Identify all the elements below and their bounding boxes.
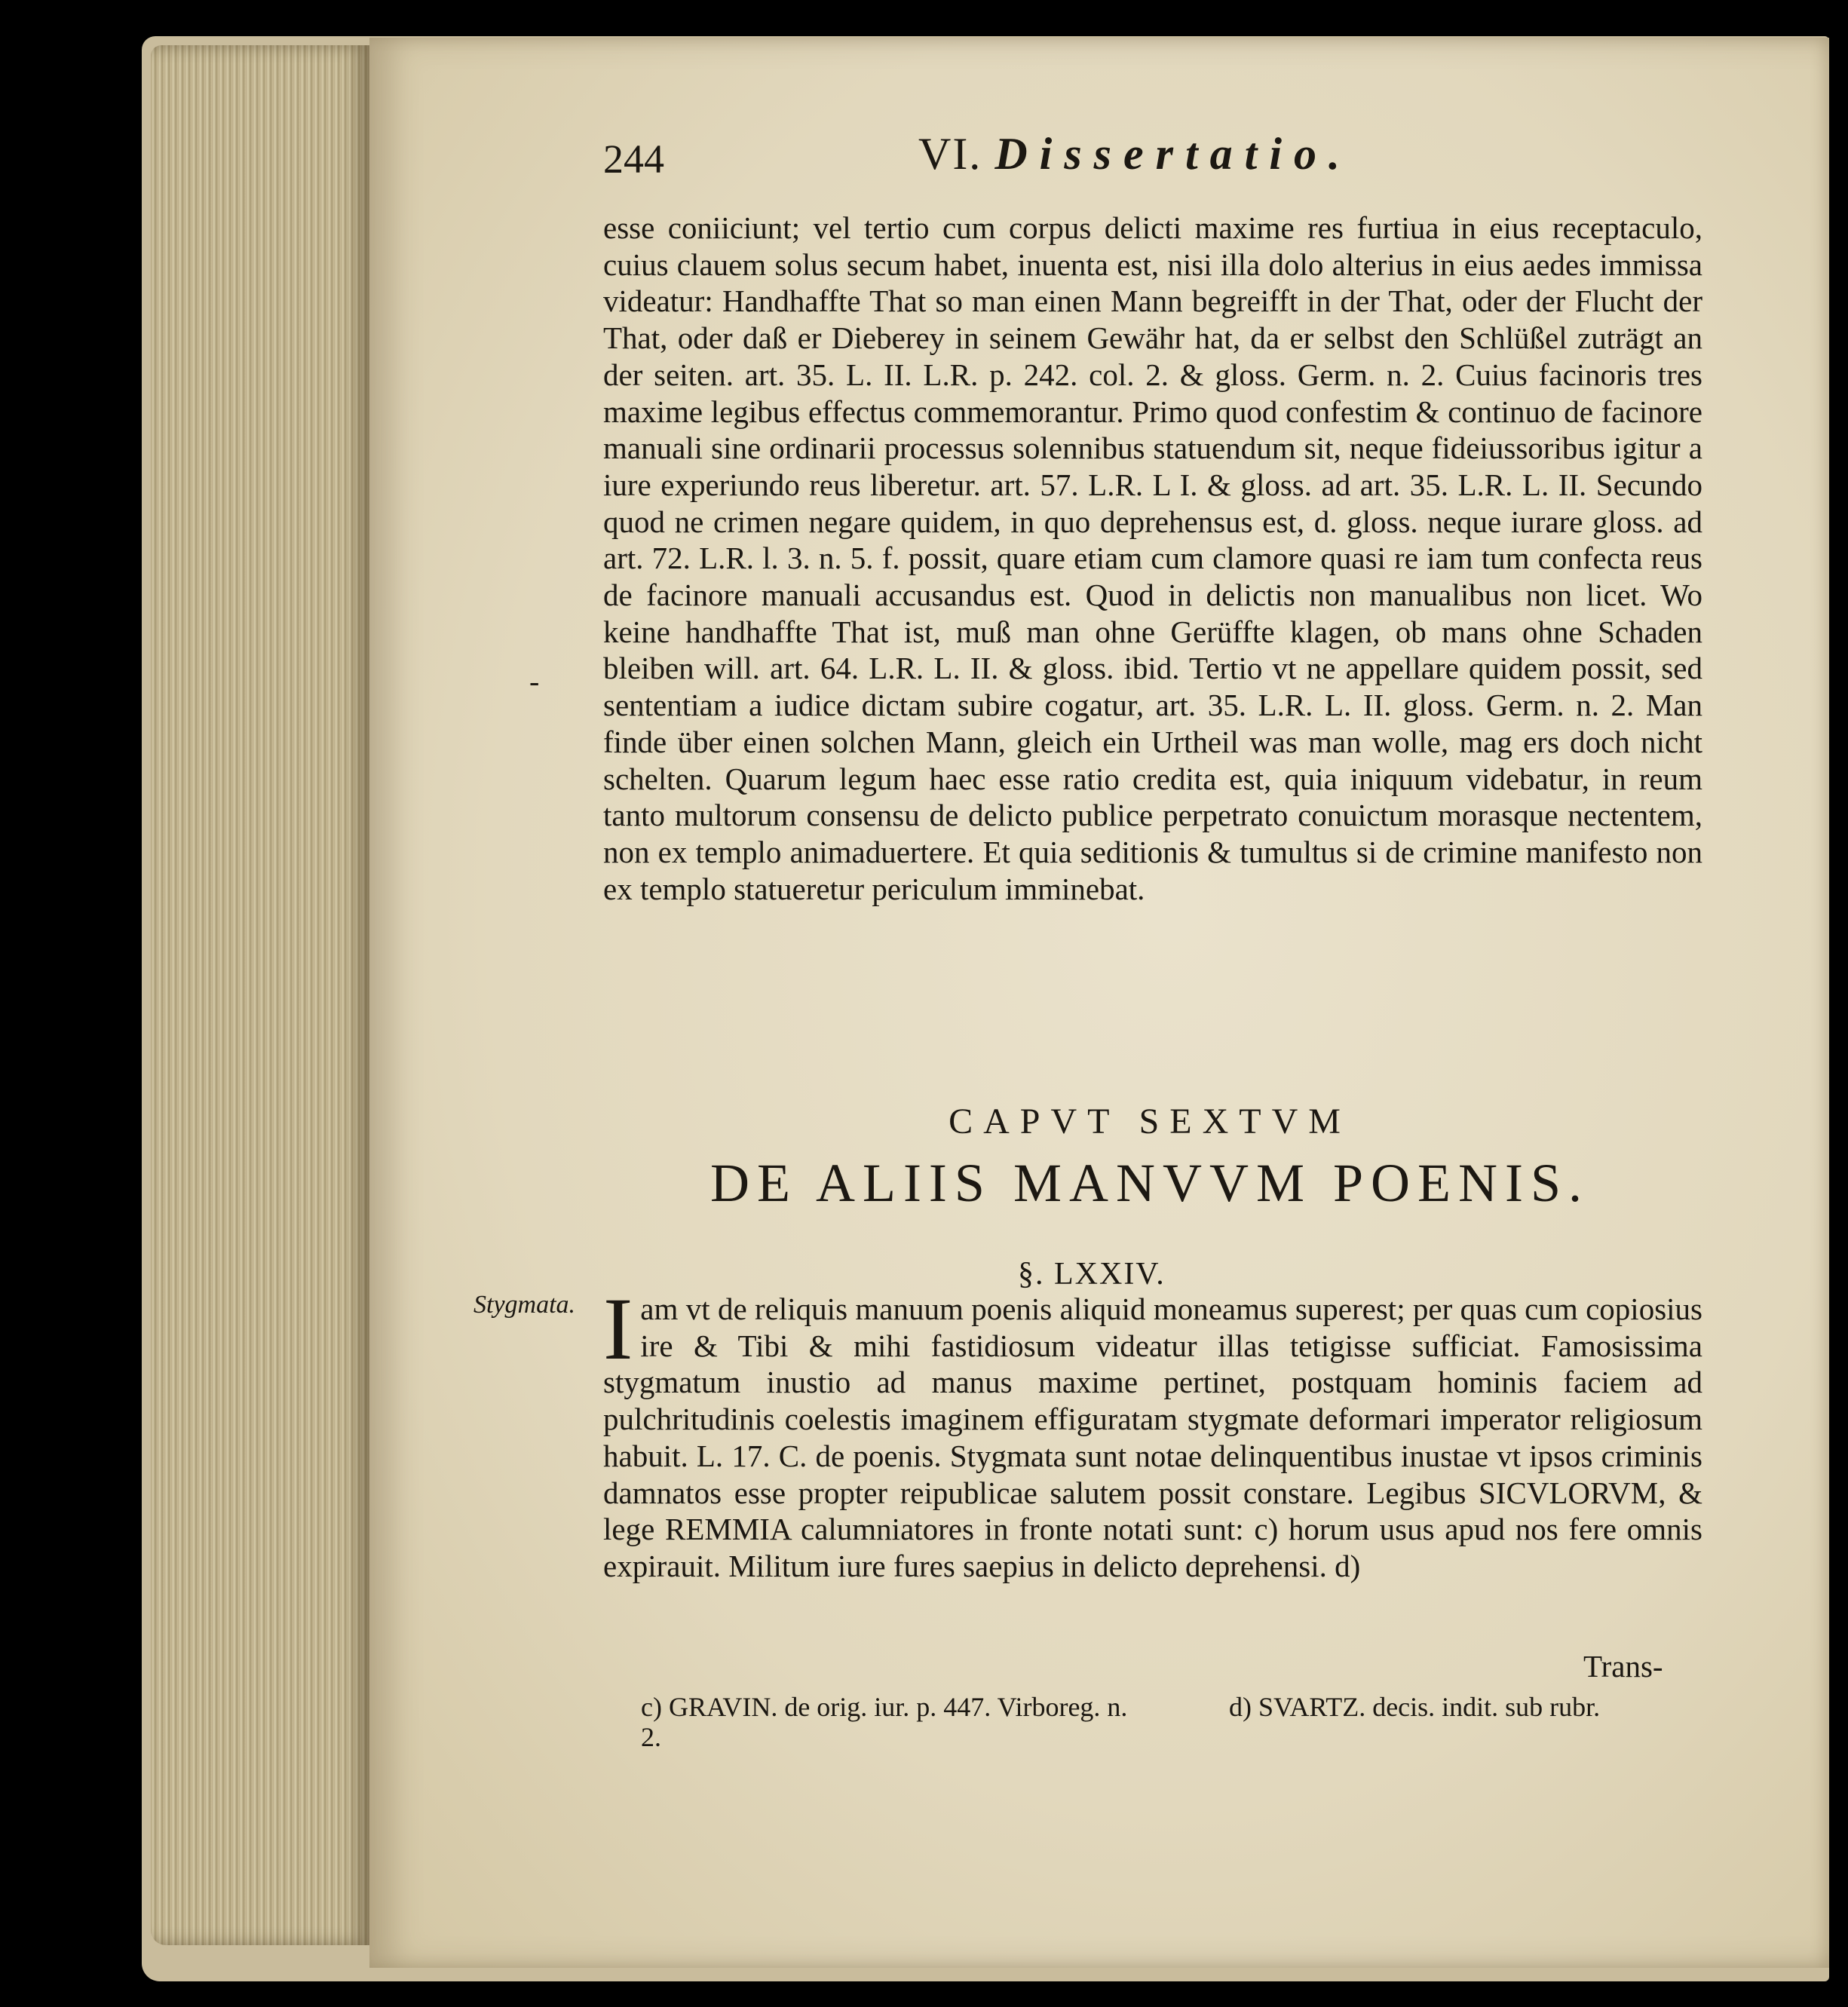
page-edges	[151, 45, 369, 1945]
page-number: 244	[603, 136, 664, 182]
drop-cap: I	[603, 1279, 633, 1378]
footnote-c: c) GRAVIN. de orig. iur. p. 447. Virboreg. n. 2.	[641, 1692, 1128, 1752]
running-head-roman: VI.	[918, 129, 982, 179]
chapter-caput: CAPVT SEXTVM	[949, 1102, 1351, 1141]
running-head-word: Dissertatio.	[994, 129, 1353, 179]
footnote-d: d) SVARTZ. decis. indit. sub rubr.	[1229, 1692, 1601, 1722]
section-text: am vt de reliquis manuum poenis aliquid moneamus superest; per quas cum copiosius ire & Tibi & mihi fastidiosum videatur illas tetigisse sufficiat. Famosissima stygmatum inustio ad manus maxime pertinet, postquam hominis faciem ad pulchritudinis coelestis imaginem effiguratam stygmate deformari imperator religiosum habuit. L. 17. C. de poenis. Stygmata sunt notae delinquentibus inustae vt ipsos criminis damnatos esse propter reipublicae salutem possit constare. Legibus SICVLORVM, & lege REMMIA calumniatores in fronte notati sunt: c) horum usus apud nos fere omnis expirauit. Militum iure fures saepius in delicto deprehensi. d)	[603, 1292, 1702, 1583]
body-paragraph: esse coniiciunt; vel tertio cum corpus delicti maxime res furtiua in eius receptaculo, cuius clauem solus secum habet, inuenta est, nisi illa dolo alterius in eius aedes immissa videatur: Handhaffte That so man einen Mann begreifft in der That, oder der Flucht der That, oder daß er Dieberey in seinem Gewähr hat, da er selbst den Schlüßel zuträgt an der seiten. art. 35. L. II. L.R. p. 242. col. 2. & gloss. Germ. n. 2. Cuius facinoris tres maxime legibus effectus commemorantur. Primo quod confestim & continuo de facinore manuali sine ordinarii processus solennibus statuendum sit, neque fideiussoribus igitur a iure experiundo reus liberetur. art. 57. L.R. L I. & gloss. ad art. 35. L.R. L. II. Secundo quod ne crimen negare quidem, in quo deprehensus est, d. gloss. neque iurare gloss. ad art. 72. L.R. l. 3. n. 5. f. possit, quare etiam cum clamore quasi re iam tum confecta reus de facinore manuali accusandus est. Quod in delictis non manualibus non licet. Wo keine handhaffte That ist, muß man ohne Gerüffte klagen, ob mans ohne Schaden bleiben will. art. 64. L.R. L. II. & gloss. ibid. Tertio vt ne appellare quidem possit, sed sententiam a iudice dictam subire cogatur, art. 35. L.R. L. II. gloss. Germ. n. 2. Man finde über einen solchen Mann, gleich ein Urtheil was man wolle, mag ers doch nicht schelten. Quarum legum haec esse ratio credita est, quia iniquum videbatur, in reum tanto multorum consensu de delicto publice perpetrato conuictum morasque nectentem, non ex templo animaduertere. Et quia seditionis & tumultus si de crimine manifesto non ex templo statueretur periculum imminebat.	[603, 210, 1702, 906]
running-head	[918, 128, 1352, 180]
catchword: Trans-	[1583, 1649, 1663, 1684]
margin-dash: -	[529, 664, 540, 698]
section-number: §. LXXIV.	[1018, 1257, 1166, 1292]
section-paragraph	[603, 1279, 1702, 1585]
chapter-title: DE ALIIS MANVVM POENIS.	[709, 1153, 1590, 1213]
margin-note: Stygmata.	[473, 1291, 576, 1319]
